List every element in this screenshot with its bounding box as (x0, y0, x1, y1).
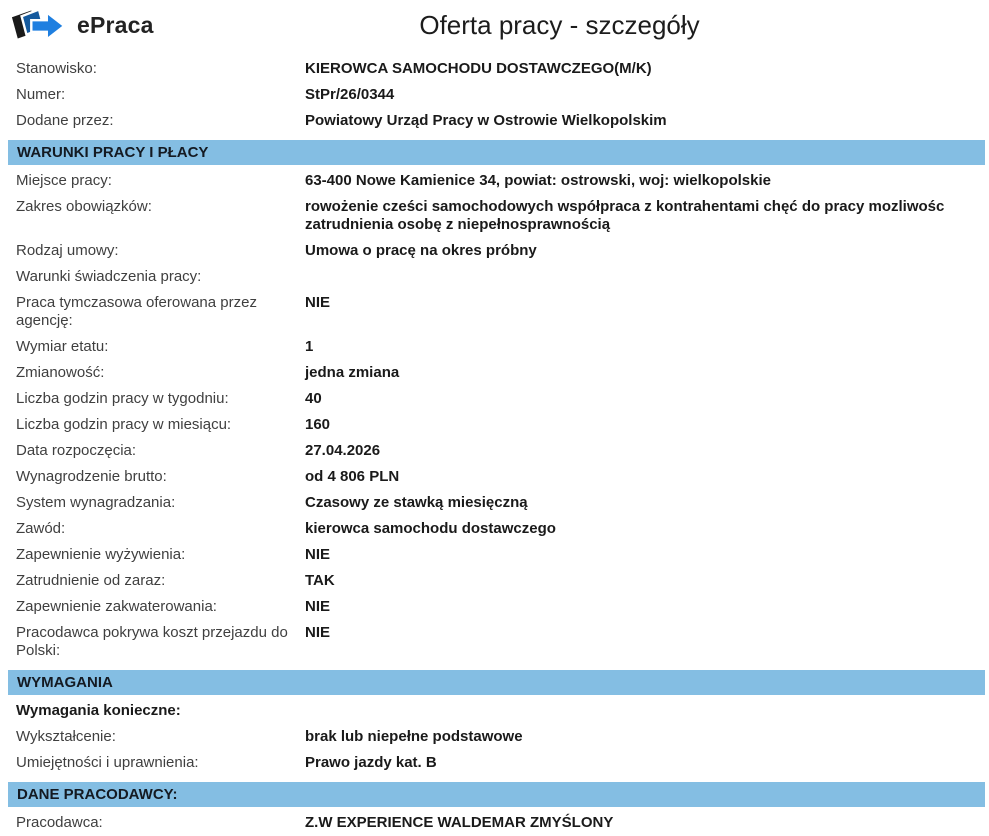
detail-label: Numer: (16, 86, 66, 103)
offer-details (8, 56, 985, 836)
detail-label: Wykształcenie: (16, 728, 116, 745)
epraca-logo-icon (10, 7, 70, 43)
detail-label: Stanowisko: (16, 60, 97, 77)
detail-value: TAK (305, 572, 335, 589)
detail-value: kierowca samochodu dostawczego (305, 520, 556, 537)
detail-row (8, 82, 985, 108)
detail-label: Warunki świadczenia pracy: (16, 268, 202, 285)
detail-value (305, 268, 985, 286)
detail-row (8, 516, 985, 542)
detail-row (8, 750, 985, 776)
detail-label: Zakres obowiązków: (16, 198, 152, 215)
detail-label: Zapewnienie wyżywienia: (16, 546, 186, 563)
detail-value: NIE (305, 546, 331, 563)
detail-row (8, 438, 985, 464)
detail-value: Umowa o pracę na okres próbny (305, 242, 537, 259)
detail-row (8, 412, 985, 438)
detail-label: Wymiar etatu: (16, 338, 109, 355)
detail-value (305, 702, 985, 720)
detail-row (8, 360, 985, 386)
detail-row (8, 334, 985, 360)
detail-value: NIE (305, 294, 331, 311)
detail-value: od 4 806 PLN (305, 468, 400, 485)
detail-label: Liczba godzin pracy w miesiącu: (16, 416, 232, 433)
detail-row (8, 724, 985, 750)
detail-value: 160 (305, 416, 331, 433)
detail-label: Wynagrodzenie brutto: (16, 468, 167, 485)
detail-row (8, 238, 985, 264)
detail-row (8, 542, 985, 568)
detail-value: Powiatowy Urząd Pracy w Ostrowie Wielkopolskim (305, 112, 667, 129)
detail-row (8, 594, 985, 620)
page-header (0, 0, 989, 50)
detail-label: System wynagradzania: (16, 494, 176, 511)
detail-label: Liczba godzin pracy w tygodniu: (16, 390, 229, 407)
section-header: WYMAGANIA (8, 670, 985, 695)
detail-row (8, 56, 985, 82)
detail-label: Zmianowość: (16, 364, 105, 381)
detail-row (8, 108, 985, 134)
detail-value: 40 (305, 390, 322, 407)
detail-label: Pracodawca: (16, 814, 103, 831)
detail-row (8, 464, 985, 490)
detail-value: 63-400 Nowe Kamienice 34, powiat: ostrowski, woj: wielkopolskie (305, 172, 771, 189)
detail-label: Rodzaj umowy: (16, 242, 119, 259)
detail-value: Z.W EXPERIENCE WALDEMAR ZMYŚLONY (305, 814, 614, 831)
detail-row (8, 490, 985, 516)
epraca-logo-text: ePraca (77, 11, 154, 38)
detail-row (8, 194, 985, 238)
detail-row (8, 264, 985, 290)
detail-label: Wymagania konieczne: (16, 702, 181, 719)
detail-value: 1 (305, 338, 314, 355)
detail-value: 27.04.2026 (305, 442, 381, 459)
detail-label: Zatrudnienie od zaraz: (16, 572, 166, 589)
detail-label: Pracodawca pokrywa koszt przejazdu do Polski: (16, 624, 288, 659)
detail-value: jedna zmiana (305, 364, 400, 381)
detail-value: NIE (305, 624, 331, 641)
detail-row (8, 290, 985, 334)
page-title: Oferta pracy - szczegóły (419, 9, 700, 40)
detail-row (8, 698, 985, 724)
detail-value: Czasowy ze stawką miesięczną (305, 494, 528, 511)
detail-label: Umiejętności i uprawnienia: (16, 754, 199, 771)
epraca-logo[interactable] (10, 7, 180, 43)
detail-value: Prawo jazdy kat. B (305, 754, 437, 771)
detail-value: StPr/26/0344 (305, 86, 395, 103)
detail-label: Data rozpoczęcia: (16, 442, 137, 459)
detail-label: Zapewnienie zakwaterowania: (16, 598, 217, 615)
detail-value: brak lub niepełne podstawowe (305, 728, 523, 745)
detail-row (8, 168, 985, 194)
detail-row (8, 568, 985, 594)
detail-label: Dodane przez: (16, 112, 114, 129)
detail-row (8, 810, 985, 836)
detail-label: Praca tymczasowa oferowana przez agencję: (16, 294, 257, 329)
detail-value: KIEROWCA SAMOCHODU DOSTAWCZEGO(M/K) (305, 60, 652, 77)
section-header: DANE PRACODAWCY: (8, 782, 985, 807)
detail-label: Miejsce pracy: (16, 172, 112, 189)
detail-value: NIE (305, 598, 331, 615)
detail-value: rowożenie cześci samochodowych współpraca z kontrahentami chęć do pracy mozliwośc zatrudnienia osobę z niepełnosprawnością (305, 198, 945, 233)
detail-label: Zawód: (16, 520, 66, 537)
section-header: WARUNKI PRACY I PŁACY (8, 140, 985, 165)
detail-row (8, 620, 985, 664)
detail-row (8, 386, 985, 412)
